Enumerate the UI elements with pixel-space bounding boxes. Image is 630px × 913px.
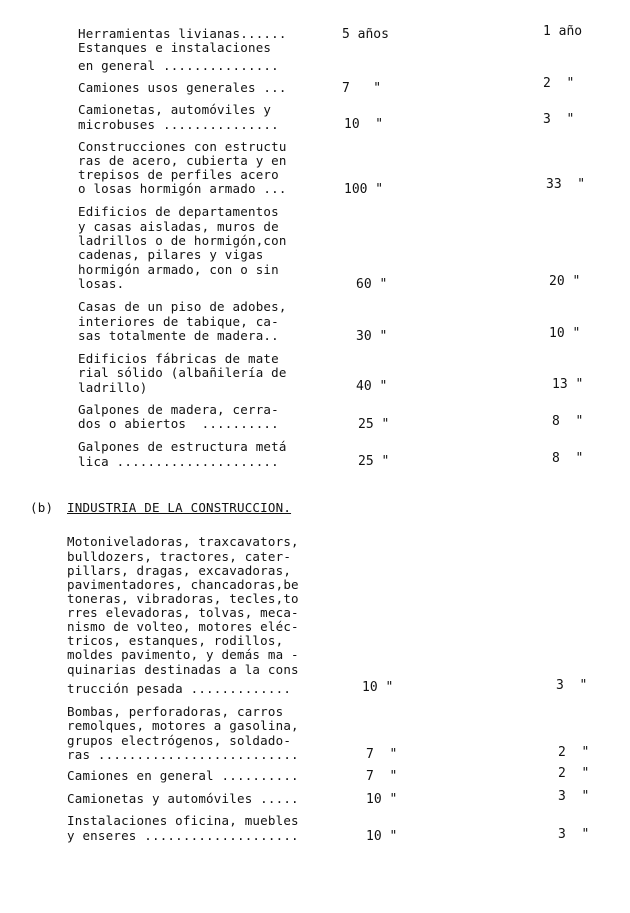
- section-a-row-8-depreciation-accelerated: 8 ": [552, 451, 584, 466]
- section-a-row-4-line: hormigón armado, con o sin: [78, 262, 279, 277]
- section-b-row-0-line: nismo de volteo, motores eléc-: [67, 619, 299, 634]
- section-a-row-4-line: ladrillos o de hormigón,con: [78, 233, 287, 248]
- section-b-row-0-line: Motoniveladoras, traxcavators,: [67, 534, 299, 549]
- section-b-row-0-line: moldes pavimento, y demás ma -: [67, 647, 299, 662]
- section-b-row-3-line: Camionetas y automóviles .....: [67, 791, 299, 806]
- section-a-row-1-depreciation-normal: 7 ": [342, 81, 382, 96]
- section-a-row-3-line: ras de acero, cubierta y en: [78, 153, 287, 168]
- section-a-row-0-line: Estanques e instalaciones: [78, 40, 272, 55]
- section-a-row-8-line: lica .....................: [78, 454, 279, 469]
- section-a-row-5-line: sas totalmente de madera..: [78, 328, 279, 343]
- section-a-row-7-line: Galpones de madera, cerra-: [78, 402, 279, 417]
- section-a-row-5-line: interiores de tabique, ca-: [78, 314, 279, 329]
- section-a-row-7-line: dos o abiertos ..........: [78, 416, 279, 431]
- section-a-row-2-depreciation-normal: 10 ": [344, 117, 384, 132]
- section-a-row-3-line: Construcciones con estructu: [78, 139, 287, 154]
- section-b-row-2-line: Camiones en general ..........: [67, 768, 299, 783]
- section-b-row-0-line: quinarias destinadas a la cons: [67, 662, 299, 677]
- section-b-row-1-depreciation-normal: 7 ": [366, 747, 398, 762]
- section-a-row-2-line: microbuses ...............: [78, 117, 279, 132]
- section-a-row-4-line: losas.: [78, 276, 125, 291]
- section-b-row-3-depreciation-normal: 10 ": [366, 792, 398, 807]
- section-a-row-4-depreciation-normal: 60 ": [356, 277, 388, 292]
- section-a-row-7-depreciation-normal: 25 ": [358, 417, 390, 432]
- section-b-row-4-depreciation-accelerated: 3 ": [558, 827, 590, 842]
- section-b-row-0-line: trucción pesada .............: [67, 681, 292, 696]
- section-b-row-1-line: Bombas, perforadoras, carros: [67, 704, 284, 719]
- section-a-row-0-line: en general ...............: [78, 58, 279, 73]
- section-b-marker: (b): [30, 500, 54, 515]
- section-a-row-6-depreciation-accelerated: 13 ": [552, 377, 584, 392]
- section-a-row-4-line: Edificios de departamentos: [78, 204, 279, 219]
- section-a-row-5-depreciation-accelerated: 10 ": [549, 326, 581, 341]
- section-a-row-8-depreciation-normal: 25 ": [358, 454, 390, 469]
- section-a-row-3-depreciation-normal: 100 ": [344, 182, 384, 197]
- section-a-row-4-depreciation-accelerated: 20 ": [549, 274, 581, 289]
- section-b-row-0-depreciation-normal: 10 ": [362, 680, 394, 695]
- section-b-row-4-line: Instalaciones oficina, muebles: [67, 813, 299, 828]
- section-b-row-4-line: y enseres ....................: [67, 828, 299, 843]
- section-a-row-2-depreciation-accelerated: 3 ": [543, 112, 575, 127]
- section-a-row-8-line: Galpones de estructura metá: [78, 439, 287, 454]
- section-b-row-0-line: pillars, dragas, excavadoras,: [67, 563, 292, 578]
- section-b-row-1-line: ras ..........................: [67, 747, 299, 762]
- section-a-row-6-line: ladrillo): [78, 380, 148, 395]
- section-b-row-1-line: grupos electrógenos, soldado-: [67, 733, 292, 748]
- section-b-row-2-depreciation-normal: 7 ": [366, 769, 398, 784]
- section-b-heading: INDUSTRIA DE LA CONSTRUCCION.: [67, 500, 292, 515]
- section-a-row-6-line: Edificios fábricas de mate: [78, 351, 279, 366]
- section-a-row-0-line: Herramientas livianas......: [78, 26, 287, 41]
- section-b-row-0-line: tricos, estanques, rodillos,: [67, 633, 284, 648]
- section-a-row-4-line: cadenas, pilares y vigas: [78, 247, 264, 262]
- section-b-row-2-depreciation-accelerated: 2 ": [558, 766, 590, 781]
- section-b-row-1-depreciation-accelerated: 2 ": [558, 745, 590, 760]
- section-a-row-1-depreciation-accelerated: 2 ": [543, 76, 575, 91]
- section-a-row-5-depreciation-normal: 30 ": [356, 329, 388, 344]
- section-a-row-3-line: o losas hormigón armado ...: [78, 181, 287, 196]
- section-a-row-3-depreciation-accelerated: 33 ": [546, 177, 586, 192]
- section-b-row-0-line: rres elevadoras, tolvas, meca-: [67, 605, 299, 620]
- section-a-row-0-depreciation-accelerated: 1 año: [543, 24, 583, 39]
- section-a-row-2-line: Camionetas, automóviles y: [78, 102, 272, 117]
- section-b-row-0-line: toneras, vibradoras, tecles,to: [67, 591, 299, 606]
- section-a-row-5-line: Casas de un piso de adobes,: [78, 299, 287, 314]
- section-b-row-4-depreciation-normal: 10 ": [366, 829, 398, 844]
- section-b-row-0-depreciation-accelerated: 3 ": [556, 678, 588, 693]
- section-b-row-1-line: remolques, motores a gasolina,: [67, 718, 299, 733]
- section-a-row-6-line: rial sólido (albañilería de: [78, 365, 287, 380]
- section-b-row-0-line: pavimentadores, chancadoras,be: [67, 577, 299, 592]
- section-a-row-6-depreciation-normal: 40 ": [356, 379, 388, 394]
- section-b-row-3-depreciation-accelerated: 3 ": [558, 789, 590, 804]
- section-a-row-0-depreciation-normal: 5 años: [342, 27, 389, 42]
- section-a-row-3-line: trepisos de perfiles acero: [78, 167, 279, 182]
- section-a-row-1-line: Camiones usos generales ...: [78, 80, 287, 95]
- section-a-row-4-line: y casas aisladas, muros de: [78, 219, 279, 234]
- section-b-row-0-line: bulldozers, tractores, cater-: [67, 549, 292, 564]
- section-a-row-7-depreciation-accelerated: 8 ": [552, 414, 584, 429]
